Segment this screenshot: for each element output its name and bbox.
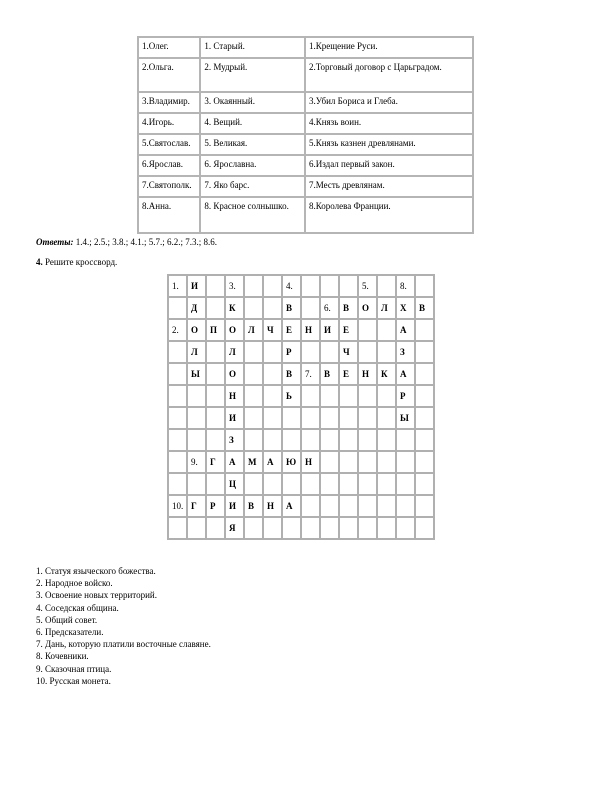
grid-cell [321,518,338,538]
grid-cell [245,474,262,494]
grid-cell [207,276,224,296]
grid-cell [359,408,376,428]
grid-cell: 10. [169,496,186,516]
table-cell: 4.Игорь. [139,114,199,133]
grid-cell [283,518,300,538]
grid-cell [169,408,186,428]
grid-cell: Х [397,298,414,318]
grid-cell [416,408,433,428]
table-cell: 5. Великая. [201,135,304,154]
grid-cell: В [321,364,338,384]
grid-cell [359,452,376,472]
grid-cell: И [226,496,243,516]
table-row [139,198,472,232]
grid-cell: И [188,276,205,296]
task-text: Решите кроссворд. [42,257,118,267]
grid-cell [264,430,281,450]
grid-cell: Л [378,298,395,318]
table-cell: 8.Анна. [139,198,199,232]
grid-cell: О [226,364,243,384]
crossword-grid [167,274,438,561]
grid-cell: Е [340,364,357,384]
grid-cell [169,430,186,450]
task-number: 4. [36,257,43,267]
grid-cell: В [416,298,433,318]
grid-cell [245,342,262,362]
grid-cell [378,408,395,428]
grid-cell [169,474,186,494]
grid-cell: 1. [169,276,186,296]
table-cell: 2. Мудрый. [201,59,304,91]
grid-row [169,342,433,362]
grid-cell [321,386,338,406]
grid-cell: А [397,320,414,340]
grid-cell [378,276,395,296]
grid-cell [169,386,186,406]
grid-cell [302,496,319,516]
grid-cell [264,276,281,296]
grid-cell: З [397,342,414,362]
grid-row [169,430,433,450]
grid-cell: Ь [283,386,300,406]
grid-cell: 5. [359,276,376,296]
grid-cell: 8. [397,276,414,296]
clue-item: 8. Кочевники. [36,651,89,662]
grid-cell [188,474,205,494]
answers-label: Ответы: [36,237,74,247]
grid-row [169,298,433,318]
grid-cell [416,276,433,296]
grid-cell [264,298,281,318]
grid-row [169,408,433,428]
grid-cell: А [283,496,300,516]
grid-cell: И [226,408,243,428]
grid-cell [188,408,205,428]
grid-cell [245,430,262,450]
grid-cell [340,474,357,494]
grid-cell [207,364,224,384]
grid-cell: Е [340,320,357,340]
table-cell: 4. Вещий. [201,114,304,133]
table-row [139,93,472,112]
table-row [139,177,472,196]
clue-item: 10. Русская монета. [36,675,111,686]
clue-item: 7. Дань, которую платили восточные славяне. [36,639,211,650]
grid-cell [302,408,319,428]
grid-cell: Ч [340,342,357,362]
grid-cell [321,276,338,296]
grid-cell [207,408,224,428]
grid-cell: Я [226,518,243,538]
grid-cell [397,474,414,494]
grid-cell: 2. [169,320,186,340]
grid-cell [188,386,205,406]
grid-cell [378,342,395,362]
grid-cell: Ы [188,364,205,384]
grid-cell [245,386,262,406]
grid-cell [416,320,433,340]
clue-item: 2. Народное войско. [36,578,113,589]
grid-cell: 4. [283,276,300,296]
grid-cell [359,496,376,516]
grid-cell: Л [226,342,243,362]
grid-cell [321,342,338,362]
grid-cell: Л [188,342,205,362]
grid-cell [169,342,186,362]
grid-cell [207,518,224,538]
table-row [139,59,472,91]
grid-cell: Р [283,342,300,362]
grid-cell [359,518,376,538]
grid-cell: Е [283,320,300,340]
grid-cell: М [245,452,262,472]
grid-cell: П [207,320,224,340]
table-cell: 7.Святополк. [139,177,199,196]
grid-cell [359,430,376,450]
grid-cell [245,364,262,384]
clue-item: 3. Освоение новых территорий. [36,590,157,601]
grid-cell: Л [245,320,262,340]
table-cell: 7.Месть древлянам. [306,177,472,196]
table-cell: 3.Владимир. [139,93,199,112]
table-row [139,38,472,57]
grid-row [169,364,433,384]
table-cell: 2.Торговый договор с Царьградом. [306,59,472,91]
grid-cell [340,496,357,516]
grid-cell [283,408,300,428]
table-cell: 2.Ольга. [139,59,199,91]
grid-cell [359,320,376,340]
grid-cell [378,452,395,472]
grid-cell: Н [302,452,319,472]
grid-cell [188,518,205,538]
grid-cell [169,364,186,384]
grid-row [169,276,433,296]
grid-cell [340,408,357,428]
grid-cell [397,496,414,516]
grid-cell: О [226,320,243,340]
grid-cell [207,342,224,362]
grid-cell [245,276,262,296]
grid-cell [169,518,186,538]
grid-cell [378,518,395,538]
grid-cell [264,342,281,362]
grid-cell [397,452,414,472]
grid-cell [207,474,224,494]
grid-cell [302,342,319,362]
grid-cell [264,364,281,384]
table-cell: 3. Окаянный. [201,93,304,112]
grid-cell [264,386,281,406]
grid-cell: 3. [226,276,243,296]
grid-cell [283,430,300,450]
answers-text: 1.4.; 2.5.; 3.8.; 4.1.; 5.7.; 6.2.; 7.3.; 8.6. [73,237,218,247]
grid-cell [169,452,186,472]
grid-cell [416,386,433,406]
grid-cell [321,452,338,472]
clue-item: 6. Предсказатели. [36,627,104,638]
clue-item: 5. Общий совет. [36,614,98,625]
grid-cell [416,452,433,472]
grid-cell [321,496,338,516]
grid-cell [302,518,319,538]
grid-cell: К [378,364,395,384]
grid-cell: О [359,298,376,318]
matching-table [137,36,474,234]
grid-cell: О [188,320,205,340]
grid-cell [245,518,262,538]
grid-cell [321,430,338,450]
grid-cell [207,386,224,406]
grid-cell: В [340,298,357,318]
grid-cell [340,386,357,406]
grid-cell: Р [207,496,224,516]
table-cell: 6. Ярославна. [201,156,304,175]
grid-row [169,386,433,406]
grid-cell: И [321,320,338,340]
grid-cell [188,430,205,450]
task-heading [36,257,117,268]
table-cell: 8.Королева Франции. [306,198,472,232]
grid-cell [302,276,319,296]
grid-cell [416,474,433,494]
clue-item: 1. Статуя языческого божества. [36,566,156,576]
grid-cell: Г [207,452,224,472]
grid-cell [416,364,433,384]
table-cell: 5.Князь казнен древлянами. [306,135,472,154]
grid-cell [321,408,338,428]
answers-line [36,237,217,248]
table-cell: 6.Издал первый закон. [306,156,472,175]
table-cell: 7. Яко барс. [201,177,304,196]
table-row [139,156,472,175]
grid-cell: К [226,298,243,318]
clue-item: 9. Сказочная птица. [36,663,112,674]
grid-cell [340,276,357,296]
grid-cell: А [264,452,281,472]
grid-cell [245,408,262,428]
grid-cell [416,342,433,362]
table-row [139,135,472,154]
grid-cell [378,320,395,340]
grid-cell [321,474,338,494]
clue-item: 4. Соседская община. [36,602,119,613]
grid-cell [359,474,376,494]
grid-cell [302,298,319,318]
grid-cell: Р [397,386,414,406]
grid-cell: Н [226,386,243,406]
grid-cell [264,474,281,494]
grid-cell [283,474,300,494]
grid-row [169,452,433,472]
grid-cell: 6. [321,298,338,318]
grid-cell [340,518,357,538]
grid-row [169,496,433,516]
grid-cell [207,298,224,318]
grid-cell [416,496,433,516]
grid-cell [416,518,433,538]
grid-cell [245,298,262,318]
grid-cell [302,430,319,450]
grid-cell [378,430,395,450]
grid-cell [359,342,376,362]
grid-cell [378,386,395,406]
grid-cell: Н [359,364,376,384]
grid-cell: Г [188,496,205,516]
grid-cell [302,386,319,406]
grid-cell: З [226,430,243,450]
grid-cell: В [245,496,262,516]
grid-cell: А [397,364,414,384]
table-cell: 8. Красное солнышко. [201,198,304,232]
table-cell: 1. Старый. [201,38,304,57]
grid-cell: А [226,452,243,472]
table-cell: 3.Убил Бориса и Глеба. [306,93,472,112]
grid-cell [397,430,414,450]
grid-cell: Ч [264,320,281,340]
grid-cell: Ю [283,452,300,472]
grid-cell [340,430,357,450]
clues-list [36,565,211,687]
grid-cell: 9. [188,452,205,472]
grid-cell [340,452,357,472]
table-cell: 1.Олег. [139,38,199,57]
grid-cell: Д [188,298,205,318]
table-cell: 5.Святослав. [139,135,199,154]
table-cell: 4.Князь воин. [306,114,472,133]
grid-cell: В [283,298,300,318]
grid-cell: Н [264,496,281,516]
grid-cell [359,386,376,406]
grid-cell: В [283,364,300,384]
grid-cell [207,430,224,450]
grid-cell: 7. [302,364,319,384]
grid-cell [416,430,433,450]
grid-row [169,474,433,494]
grid-cell: Н [302,320,319,340]
grid-cell [397,518,414,538]
grid-row [169,320,433,340]
grid-cell [264,408,281,428]
grid-cell: Ы [397,408,414,428]
table-row [139,114,472,133]
grid-cell [169,298,186,318]
grid-cell [378,496,395,516]
grid-cell [302,474,319,494]
grid-row [169,518,433,538]
table-cell: 6.Ярослав. [139,156,199,175]
grid-cell [264,518,281,538]
table-cell: 1.Крещение Руси. [306,38,472,57]
grid-cell [378,474,395,494]
grid-cell: Ц [226,474,243,494]
